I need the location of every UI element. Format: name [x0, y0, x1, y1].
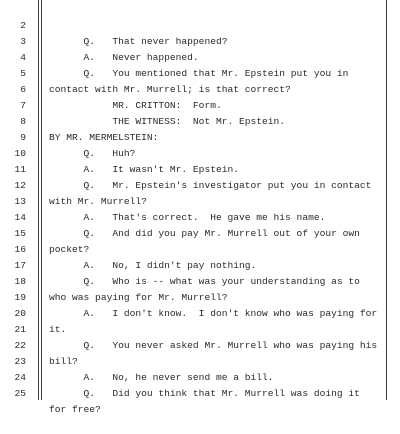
line-number: 22: [14, 340, 26, 351]
line-number: 14: [14, 212, 26, 223]
line-text: A. No, he never send me a bill.: [49, 372, 274, 383]
line-text: Q. You mentioned that Mr. Epstein put you in: [49, 68, 349, 79]
right-margin-rule: [386, 0, 387, 400]
line-number: 5: [20, 68, 26, 79]
line-number: 20: [14, 308, 26, 319]
line-number: 23: [14, 356, 26, 367]
line-text: A. It wasn't Mr. Epstein.: [49, 164, 239, 175]
line-number: 17: [14, 260, 26, 271]
line-number: 10: [14, 148, 26, 159]
line-text: MR. CRITTON: Form.: [49, 100, 222, 111]
line-number: 4: [20, 52, 26, 63]
line-number: 6: [20, 84, 26, 95]
line-text: pocket?: [49, 244, 90, 255]
line-number: 7: [20, 100, 26, 111]
line-number: 16: [14, 244, 26, 255]
line-number: 25: [14, 388, 26, 399]
line-number: 18: [14, 276, 26, 287]
line-number: 9: [20, 132, 26, 143]
line-text: Q. That never happened?: [49, 36, 228, 47]
line-number: 11: [14, 164, 26, 175]
line-number: 15: [14, 228, 26, 239]
line-number: 21: [14, 324, 26, 335]
line-text: A. I don't know. I don't know who was paying for: [49, 308, 378, 319]
line-text: THE WITNESS: Not Mr. Epstein.: [49, 116, 286, 127]
line-text: Q. Huh?: [49, 148, 136, 159]
line-number: 19: [14, 292, 26, 303]
line-text: contact with Mr. Murrell; is that correct?: [49, 84, 291, 95]
line-number: 8: [20, 116, 26, 127]
line-text: Q. Mr. Epstein's investigator put you in contact: [49, 180, 372, 191]
line-text: Q. Did you think that Mr. Murrell was doing it: [49, 388, 360, 399]
line-text: it.: [49, 324, 67, 335]
line-number: 3: [20, 36, 26, 47]
line-number: 13: [14, 196, 26, 207]
line-text: A. No, I didn't pay nothing.: [49, 260, 257, 271]
line-text: BY MR. MERMELSTEIN:: [49, 132, 159, 143]
line-text: A. Never happened.: [49, 52, 199, 63]
line-number: 12: [14, 180, 26, 191]
line-text: Q. You never asked Mr. Murrell who was paying his: [49, 340, 378, 351]
transcript-line: [0, 2, 386, 47]
line-text: Q. Who is -- what was your understanding as to: [49, 276, 360, 287]
line-text: A. That's correct. He gave me his name.: [49, 212, 326, 223]
line-number: 2: [20, 20, 26, 31]
line-number: 24: [14, 372, 26, 383]
line-text: bill?: [49, 356, 78, 367]
line-text: with Mr. Murrell?: [49, 196, 147, 207]
line-text: for free?: [49, 404, 101, 415]
line-text: who was paying for Mr. Murrell?: [49, 292, 228, 303]
line-text: Q. And did you pay Mr. Murrell out of your own: [49, 228, 360, 239]
